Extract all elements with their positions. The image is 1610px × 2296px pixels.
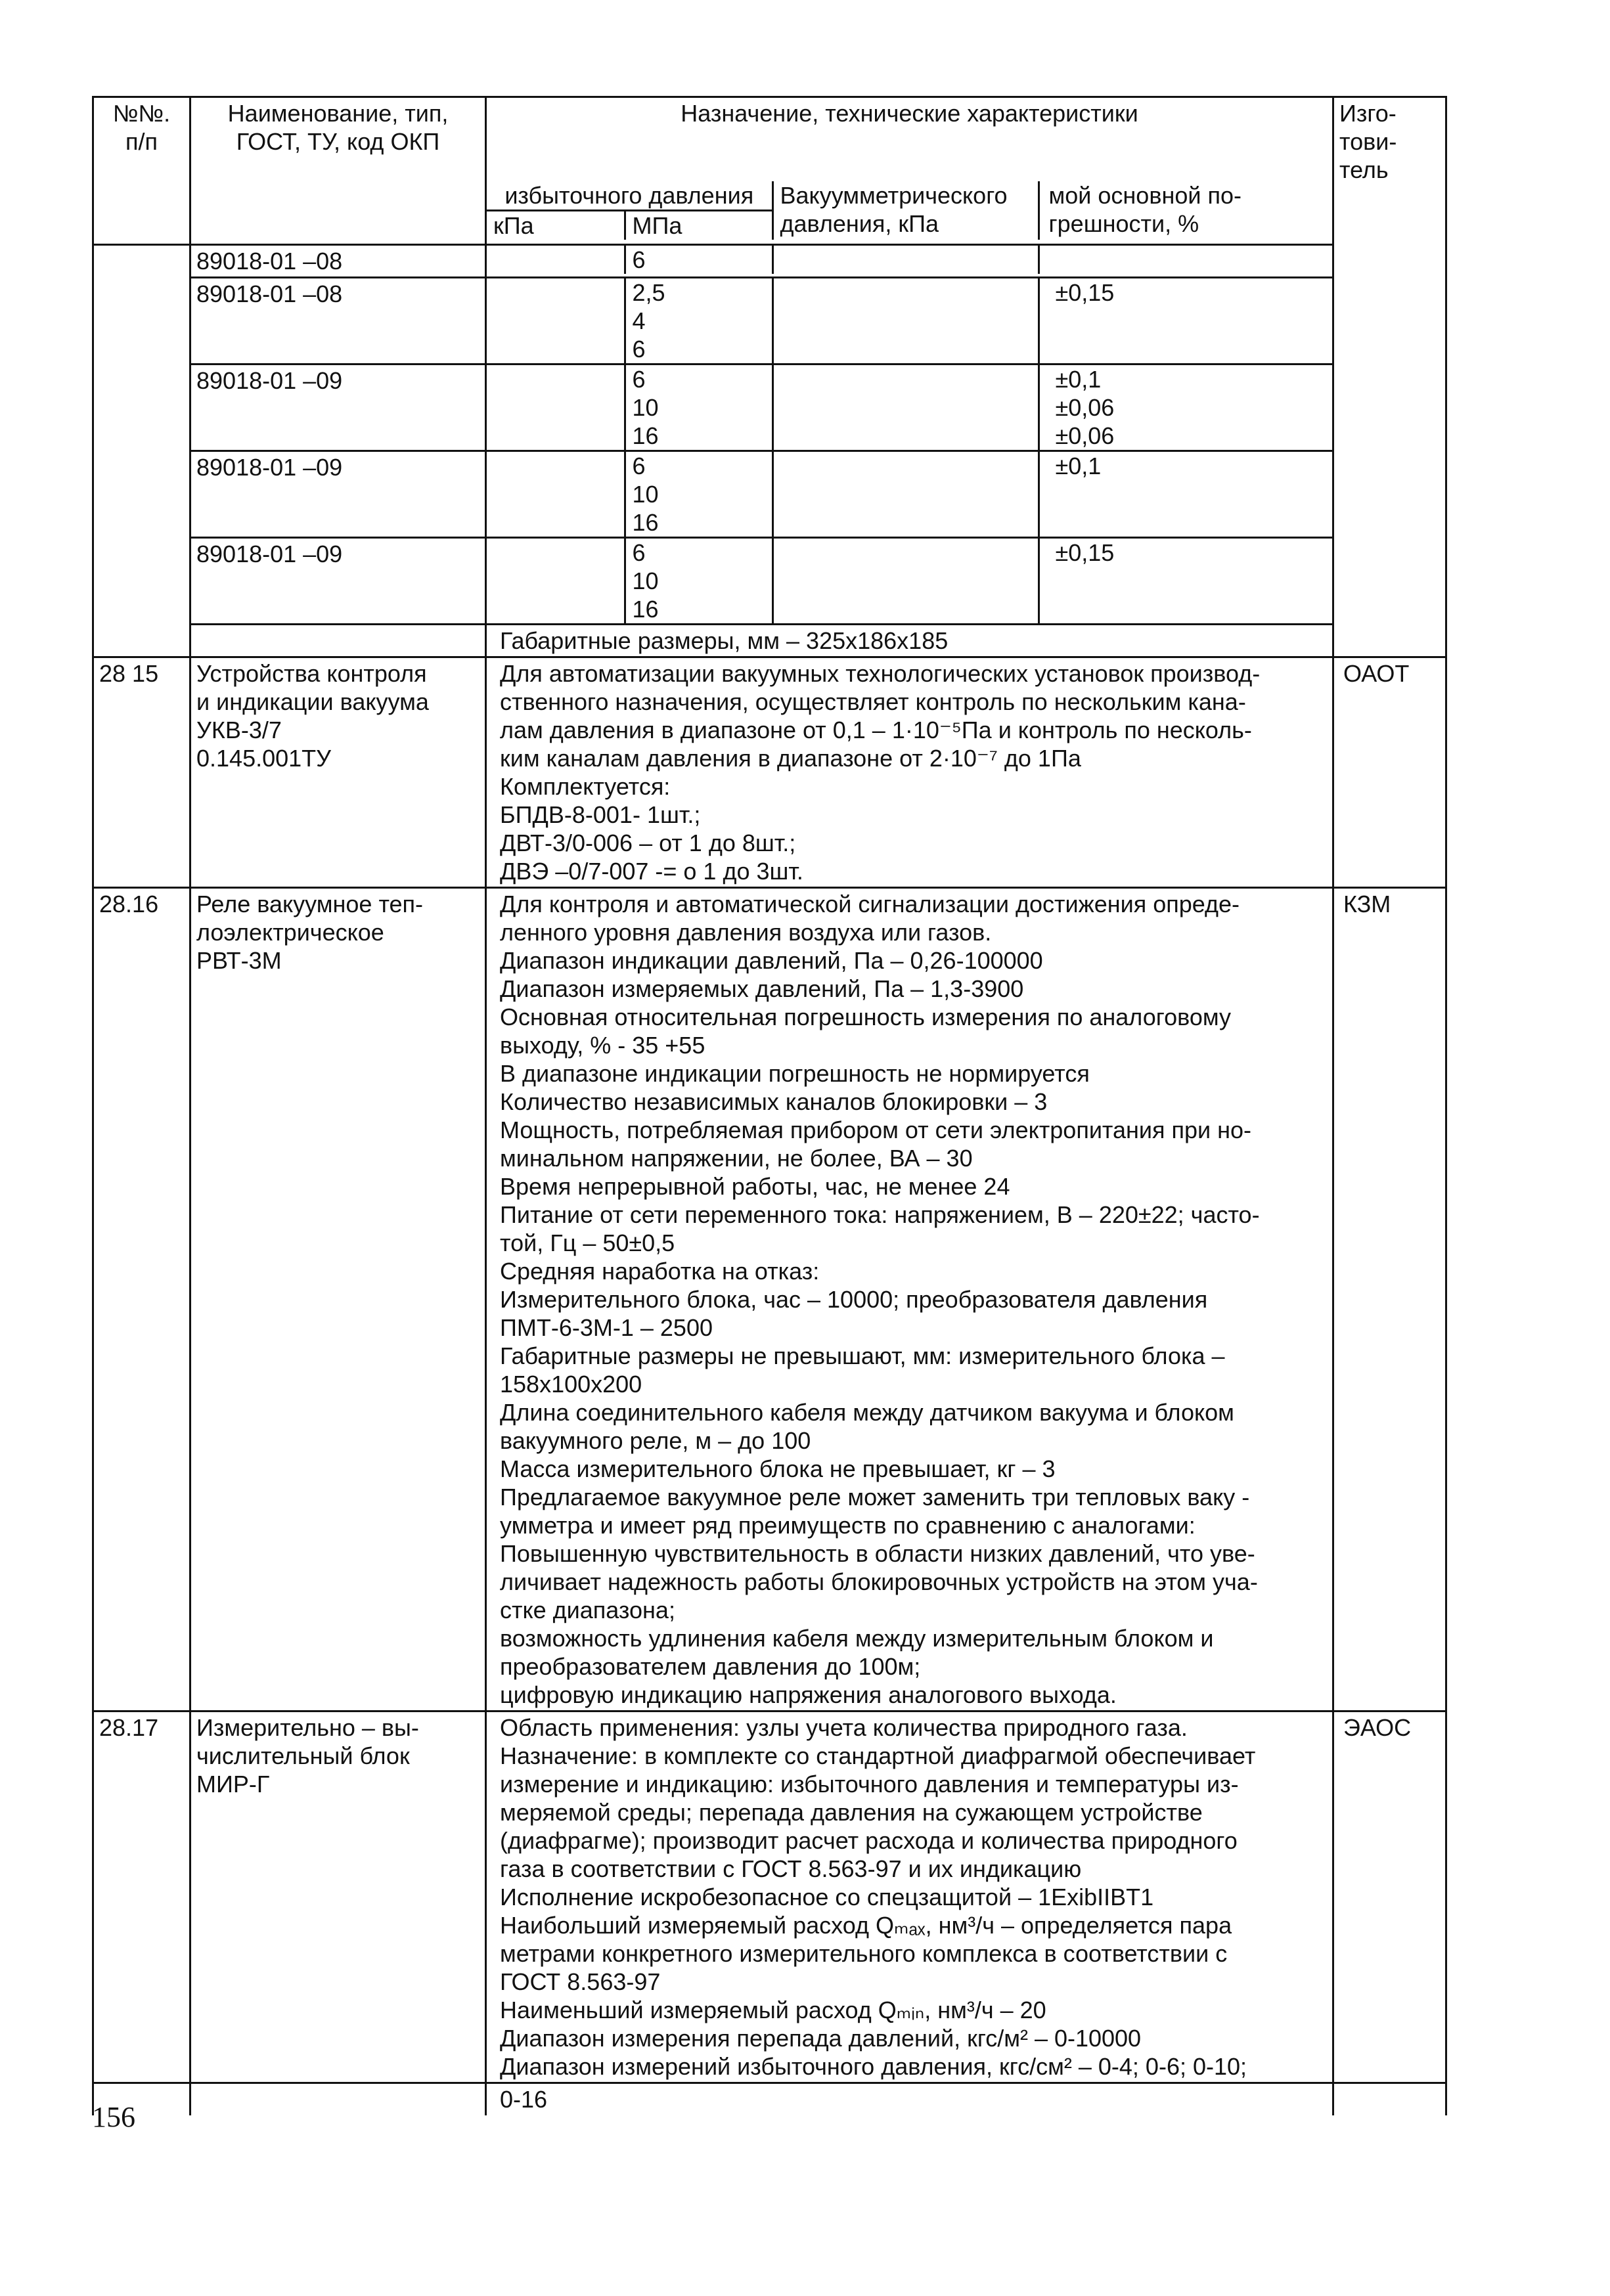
spec-row — [93, 364, 1446, 451]
header-name-line-1: Наименование, тип, — [227, 100, 449, 127]
item-name-line: Устройства контроля — [196, 660, 427, 687]
continuation-text: 0-16 — [486, 2083, 1333, 2116]
item-desc-line: ДВЭ –0/7-007 -= о 1 до 3шт. — [500, 858, 803, 885]
item-desc-line: (диафрагме); производит расчет расхода и количества природного — [500, 1827, 1238, 1854]
item-desc-line: Диапазон индикации давлений, Па – 0,26-100000 — [500, 947, 1043, 974]
header-purpose-cell — [486, 97, 1333, 245]
header-maker-line-1: Изго- — [1339, 100, 1397, 127]
item-name-line: лоэлектрическое — [196, 919, 384, 946]
item-desc-line: Питание от сети переменного тока: напряжением, В – 220±22; часто- — [500, 1201, 1260, 1228]
header-maker-line-3: тель — [1339, 156, 1389, 183]
item-desc-line: Наибольший измеряемый расход Qₘₐₓ, нм³/ч – определяется пара — [500, 1912, 1232, 1939]
continuation-row — [93, 2083, 1446, 2116]
item-maker: ОАОТ — [1333, 657, 1446, 888]
header-excess-pressure: избыточного давления — [487, 181, 772, 211]
item-number: 28 15 — [93, 657, 190, 888]
item-maker: ЭАОС — [1333, 1711, 1446, 2083]
item-desc-line: Мощность, потребляемая прибором от сети электропитания при но- — [500, 1116, 1252, 1143]
header-error-line-2: грешности, % — [1048, 210, 1199, 237]
specification-table — [92, 96, 1447, 2115]
spec-model: 89018-01 –09 — [190, 451, 486, 538]
item-desc-line: Повышенную чувствительность в области низких давлений, что уве- — [500, 1540, 1255, 1567]
item-desc-line: Основная относительная погрешность измерения по аналоговому — [500, 1004, 1231, 1030]
item-desc-line: Количество независимых каналов блокировки – 3 — [500, 1088, 1048, 1115]
spec-mpa: 16 — [632, 509, 659, 536]
header-num-line-2: п/п — [125, 128, 158, 155]
page-number: 156 — [92, 2101, 135, 2133]
item-description — [486, 888, 1333, 1711]
item-row — [93, 1711, 1446, 2083]
spec-mpa: 16 — [632, 596, 659, 623]
spec-mpa: 4 — [632, 307, 646, 334]
item-desc-line: Длина соединительного кабеля между датчиком вакуума и блоком — [500, 1399, 1234, 1426]
item-desc-line: Диапазон измерения перепада давлений, кгс/м² – 0-10000 — [500, 2025, 1142, 2052]
item-desc-line: ПМТ-6-3М-1 – 2500 — [500, 1314, 713, 1341]
spec-mpa: 6 — [632, 336, 646, 363]
item-desc-line: Диапазон измеряемых давлений, Па – 1,3-3900 — [500, 975, 1024, 1002]
item-desc-line: лам давления в диапазоне от 0,1 – 1·10⁻⁵Па и контроль по несколь- — [500, 717, 1252, 743]
item-desc-line: Исполнение искробезопасное со спецзащитой – 1ExibIIBT1 — [500, 1884, 1154, 1910]
item-name-line: 0.145.001ТУ — [196, 745, 332, 772]
dimensions-text: Габаритные размеры, мм – 325х186х185 — [486, 625, 1333, 657]
spec-mpa: 6 — [632, 539, 646, 566]
spec-error: ±0,1 — [1055, 366, 1102, 393]
item-desc-line: возможность удлинения кабеля между измерительным блоком и — [500, 1625, 1214, 1652]
spec-model: 89018-01 –08 — [190, 278, 486, 364]
item-desc-line: личивает надежность работы блокировочных устройств на этом уча- — [500, 1568, 1258, 1595]
item-desc-line: В диапазоне индикации погрешность не нормируется — [500, 1060, 1090, 1087]
spec-mpa: 6 — [625, 246, 772, 274]
dimensions-row — [93, 625, 1446, 657]
header-mpa: МПа — [625, 211, 772, 240]
item-desc-line: метрами конкретного измерительного комплекса в соответствии с — [500, 1940, 1228, 1967]
item-desc-line: Наименьший измеряемый расход Qₘᵢₙ, нм³/ч – 20 — [500, 1997, 1046, 2023]
item-desc-line: Назначение: в комплекте со стандартной диафрагмой обеспечивает — [500, 1742, 1256, 1769]
header-maker-line-2: тови- — [1339, 128, 1397, 155]
spec-mpa: 6 — [632, 453, 646, 479]
item-desc-line: выходу, % - 35 +55 — [500, 1032, 705, 1059]
item-desc-line: Средняя наработка на отказ: — [500, 1258, 820, 1285]
header-subcolumns — [487, 181, 1334, 240]
item-desc-line: ственного назначения, осуществляет контроль по нескольким кана- — [500, 688, 1246, 715]
header-kpa: кПа — [487, 211, 625, 240]
spec-mpa: 10 — [632, 567, 659, 594]
item-desc-line: Время непрерывной работы, час, не менее 24 — [500, 1173, 1010, 1200]
item-desc-line: вакуумного реле, м – до 100 — [500, 1427, 811, 1454]
item-name-line: и индикации вакуума — [196, 688, 429, 715]
item-desc-line: минальном напряжении, не более, ВА – 30 — [500, 1145, 973, 1172]
spec-mpa: 2,5 — [632, 279, 665, 306]
item-desc-line: умметра и имеет ряд преимуществ по сравнению с аналогами: — [500, 1512, 1196, 1539]
item-desc-line: цифровую индикацию напряжения аналогового выхода. — [500, 1681, 1117, 1708]
item-description — [486, 1711, 1333, 2083]
spec-model: 89018-01 –09 — [190, 364, 486, 451]
item-desc-line: 158х100х200 — [500, 1371, 642, 1398]
item-desc-line: ГОСТ 8.563-97 — [500, 1968, 661, 1995]
spec-error: ±0,15 — [1055, 539, 1115, 566]
item-desc-line: БПДВ-8-001- 1шт.; — [500, 801, 701, 828]
item-maker: КЗМ — [1333, 888, 1446, 1711]
header-num-line-1: №№. — [112, 100, 171, 127]
header-error-line-1: мой основной по- — [1048, 182, 1241, 209]
item-desc-line: газа в соответствии с ГОСТ 8.563-97 и их индикацию — [500, 1855, 1082, 1882]
table-header-row — [93, 97, 1446, 245]
spec-model: 89018-01 –08 — [190, 245, 486, 278]
header-name-line-2: ГОСТ, ТУ, код ОКП — [236, 128, 440, 155]
item-desc-line: измерение и индикацию: избыточного давления и температуры из- — [500, 1771, 1239, 1798]
item-desc-line: Масса измерительного блока не превышает, кг – 3 — [500, 1455, 1056, 1482]
item-desc-line: ДВТ-3/0-006 – от 1 до 8шт.; — [500, 829, 796, 856]
spec-model: 89018-01 –09 — [190, 538, 486, 625]
spec-row — [93, 538, 1446, 625]
spec-row — [93, 451, 1446, 538]
spec-row — [93, 245, 1446, 278]
item-desc-line: Для автоматизации вакуумных технологических установок производ- — [500, 660, 1261, 687]
header-vacuum-line-2: давления, кПа — [780, 210, 939, 237]
spec-mpa: 16 — [632, 422, 659, 449]
item-desc-line: Диапазон измерений избыточного давления, кгс/см² – 0-4; 0-6; 0-10; — [500, 2053, 1247, 2080]
item-number: 28.16 — [93, 888, 190, 1711]
item-number: 28.17 — [93, 1711, 190, 2083]
spec-error: ±0,06 — [1055, 394, 1115, 421]
item-desc-line: Область применения: узлы учета количества природного газа. — [500, 1714, 1188, 1741]
item-name-line: РВТ-3М — [196, 947, 282, 974]
item-row — [93, 657, 1446, 888]
item-name-line: числительный блок — [196, 1742, 410, 1769]
spec-error: ±0,06 — [1055, 422, 1115, 449]
spec-mpa: 10 — [632, 394, 659, 421]
spec-error: ±0,1 — [1055, 453, 1102, 479]
item-desc-line: Для контроля и автоматической сигнализации достижения опреде- — [500, 891, 1240, 917]
item-desc-line: той, Гц – 50±0,5 — [500, 1229, 675, 1256]
item-desc-line: Габаритные размеры не превышают, мм: измерительного блока – — [500, 1342, 1225, 1369]
item-name-line: УКВ-3/7 — [196, 717, 282, 743]
item-desc-line: преобразователем давления до 100м; — [500, 1653, 921, 1680]
item-desc-line: меряемой среды; перепада давления на сужающем устройстве — [500, 1799, 1203, 1826]
item-desc-line: ленного уровня давления воздуха или газов. — [500, 919, 992, 946]
item-desc-line: ким каналам давления в диапазоне от 2·10⁻⁷ до 1Па — [500, 745, 1081, 772]
item-desc-line: Измерительного блока, час – 10000; преобразователя давления — [500, 1286, 1208, 1313]
item-name-line: Реле вакуумное теп- — [196, 891, 424, 917]
item-row — [93, 888, 1446, 1711]
spec-mpa: 6 — [632, 366, 646, 393]
item-desc-line: стке диапазона; — [500, 1597, 675, 1623]
header-purpose: Назначение, технические характеристики — [681, 100, 1138, 127]
spec-row — [93, 278, 1446, 364]
item-desc-line: Комплектуется: — [500, 773, 671, 800]
header-vacuum-line-1: Вакуумметрического — [780, 182, 1008, 209]
item-name-line: Измерительно – вы- — [196, 1714, 419, 1741]
item-name-line: МИР-Г — [196, 1771, 270, 1798]
spec-error: ±0,15 — [1055, 279, 1115, 306]
item-desc-line: Предлагаемое вакуумное реле может заменить три тепловых ваку - — [500, 1484, 1250, 1511]
spec-mpa: 10 — [632, 481, 659, 508]
